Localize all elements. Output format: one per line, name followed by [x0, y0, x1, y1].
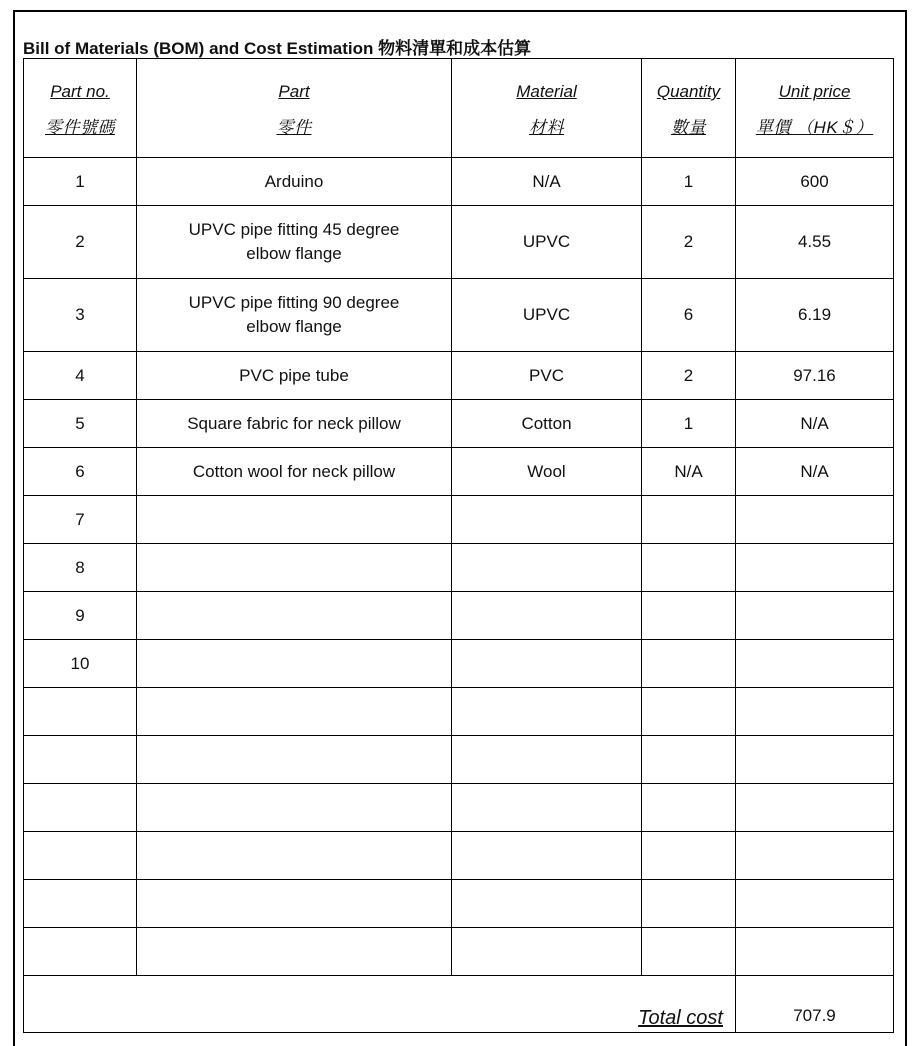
cell-part-name: PVC pipe tube — [137, 352, 452, 400]
header-part-no — [24, 59, 137, 158]
table-row — [24, 592, 894, 640]
table-row — [24, 448, 894, 496]
cell-material — [452, 640, 642, 688]
total-cost-label: Total cost — [24, 976, 736, 1033]
table-row — [24, 928, 894, 976]
cell-part-name: Arduino — [137, 158, 452, 206]
cell-part-no: 2 — [24, 206, 137, 279]
cell-part-no: 1 — [24, 158, 137, 206]
cell-part-name — [137, 928, 452, 976]
header-part-no-en: Part no. — [50, 82, 110, 101]
table-row — [24, 640, 894, 688]
cell-part-no: 6 — [24, 448, 137, 496]
cell-unit-price: 6.19 — [736, 279, 894, 352]
cell-quantity: 1 — [642, 158, 736, 206]
cell-quantity — [642, 688, 736, 736]
cell-unit-price: 600 — [736, 158, 894, 206]
cell-quantity: 2 — [642, 206, 736, 279]
cell-material — [452, 832, 642, 880]
cell-part-name — [137, 544, 452, 592]
document-title: Bill of Materials (BOM) and Cost Estimation 物料清單和成本估算 — [23, 39, 532, 58]
cell-part-no — [24, 688, 137, 736]
table-row — [24, 832, 894, 880]
cell-part-no — [24, 880, 137, 928]
header-unit-price-zh: 單價 （HK＄） — [755, 118, 874, 137]
cell-unit-price: 97.16 — [736, 352, 894, 400]
bom-table-body — [24, 158, 894, 976]
cell-part-name — [137, 592, 452, 640]
cell-unit-price — [736, 496, 894, 544]
cell-quantity: 1 — [642, 400, 736, 448]
table-row — [24, 496, 894, 544]
cell-quantity — [642, 880, 736, 928]
table-row — [24, 784, 894, 832]
cell-part-no: 8 — [24, 544, 137, 592]
cell-quantity: 6 — [642, 279, 736, 352]
cell-quantity: 2 — [642, 352, 736, 400]
cell-part-name — [137, 880, 452, 928]
header-row — [24, 59, 894, 158]
cell-unit-price — [736, 928, 894, 976]
cell-unit-price — [736, 880, 894, 928]
header-quantity-en: Quantity — [656, 82, 721, 101]
header-part — [137, 59, 452, 158]
table-row — [24, 400, 894, 448]
header-part-en: Part — [278, 82, 310, 101]
cell-quantity — [642, 832, 736, 880]
table-row — [24, 544, 894, 592]
cell-quantity — [642, 496, 736, 544]
cell-material — [452, 736, 642, 784]
cell-unit-price — [736, 592, 894, 640]
cell-part-name — [137, 496, 452, 544]
page-frame-left — [13, 10, 15, 1046]
cell-unit-price — [736, 640, 894, 688]
cell-part-no: 9 — [24, 592, 137, 640]
header-unit-price — [736, 59, 894, 158]
cell-quantity — [642, 592, 736, 640]
cell-quantity — [642, 544, 736, 592]
header-material — [452, 59, 642, 158]
cell-quantity — [642, 784, 736, 832]
table-row — [24, 206, 894, 279]
cell-part-no — [24, 784, 137, 832]
header-unit-price-en: Unit price — [778, 82, 851, 101]
header-material-zh: 材料 — [529, 118, 564, 137]
cell-part-name — [137, 736, 452, 784]
cell-part-name: Square fabric for neck pillow — [137, 400, 452, 448]
cell-part-name: UPVC pipe fitting 90 degree elbow flange — [137, 279, 452, 352]
cell-unit-price — [736, 832, 894, 880]
cell-part-no — [24, 736, 137, 784]
total-row — [24, 976, 894, 1033]
cell-part-no: 5 — [24, 400, 137, 448]
header-material-en: Material — [516, 82, 577, 101]
cell-material — [452, 592, 642, 640]
page-frame-right — [905, 10, 907, 1046]
header-part-zh: 零件 — [276, 118, 312, 137]
cell-part-no: 3 — [24, 279, 137, 352]
table-row — [24, 736, 894, 784]
cell-unit-price: N/A — [736, 400, 894, 448]
table-row — [24, 880, 894, 928]
cell-unit-price — [736, 784, 894, 832]
cell-material: PVC — [452, 352, 642, 400]
table-row — [24, 688, 894, 736]
cell-part-name: UPVC pipe fitting 45 degree elbow flange — [137, 206, 452, 279]
cell-unit-price: N/A — [736, 448, 894, 496]
cell-material — [452, 880, 642, 928]
cell-unit-price: 4.55 — [736, 206, 894, 279]
cell-material: UPVC — [452, 206, 642, 279]
cell-material — [452, 496, 642, 544]
cell-part-name — [137, 784, 452, 832]
cell-material — [452, 784, 642, 832]
bom-table — [23, 58, 894, 1033]
cell-unit-price — [736, 544, 894, 592]
cell-material — [452, 544, 642, 592]
cell-part-name — [137, 688, 452, 736]
cell-material: Wool — [452, 448, 642, 496]
cell-material: Cotton — [452, 400, 642, 448]
header-quantity-zh: 數量 — [671, 118, 706, 137]
cell-part-no — [24, 832, 137, 880]
table-row — [24, 352, 894, 400]
cell-material — [452, 928, 642, 976]
cell-unit-price — [736, 736, 894, 784]
cell-material: UPVC — [452, 279, 642, 352]
cell-part-name — [137, 640, 452, 688]
page-frame-top — [14, 10, 906, 12]
cell-part-no: 4 — [24, 352, 137, 400]
table-row — [24, 158, 894, 206]
cell-part-name: Cotton wool for neck pillow — [137, 448, 452, 496]
cell-material — [452, 688, 642, 736]
cell-part-no — [24, 928, 137, 976]
header-quantity — [642, 59, 736, 158]
cell-part-no: 7 — [24, 496, 137, 544]
header-part-no-zh: 零件號碼 — [45, 118, 115, 137]
total-cost-value: 707.9 — [736, 976, 894, 1033]
cell-quantity: N/A — [642, 448, 736, 496]
cell-part-name — [137, 832, 452, 880]
cell-quantity — [642, 640, 736, 688]
cell-material: N/A — [452, 158, 642, 206]
cell-quantity — [642, 928, 736, 976]
cell-quantity — [642, 736, 736, 784]
table-row — [24, 279, 894, 352]
cell-part-no: 10 — [24, 640, 137, 688]
cell-unit-price — [736, 688, 894, 736]
